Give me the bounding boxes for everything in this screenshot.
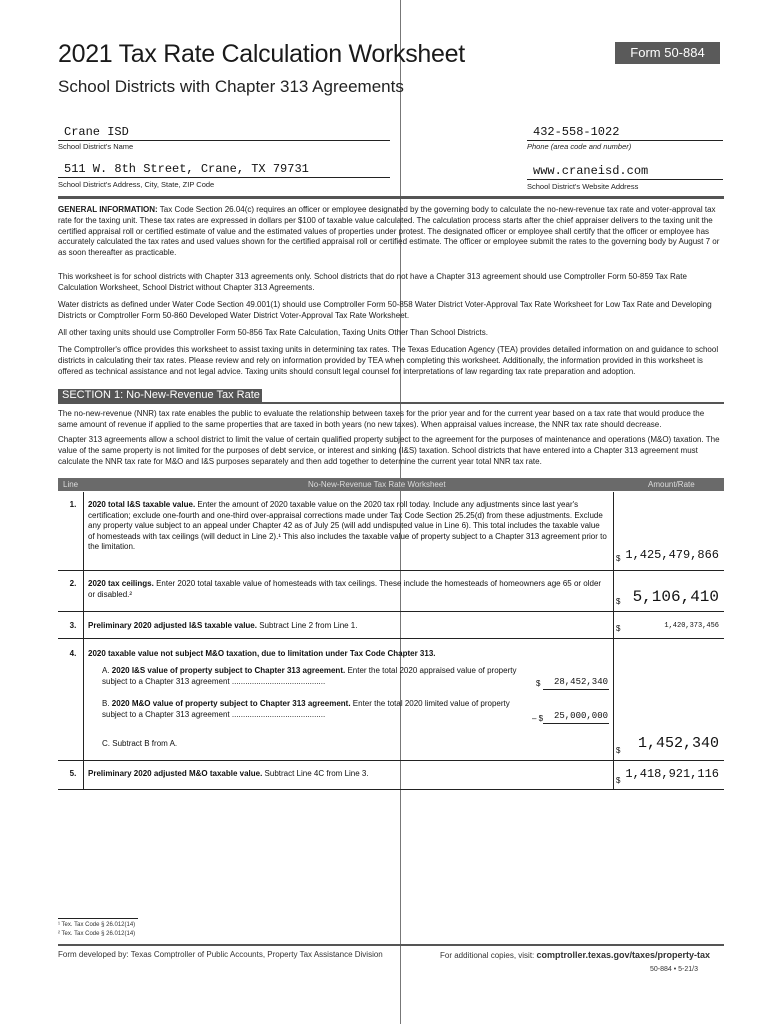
footer-form-code: 50-884 • 5-21/3 [650,966,698,973]
separator-bar [58,944,724,946]
footer-prefix: For additional copies, visit: [440,951,535,960]
general-lead: GENERAL INFORMATION: [58,205,158,214]
col-amount-header: Amount/Rate [648,480,695,489]
line-4c-amount[interactable]: 1,452,340 [637,735,719,752]
line-5-amount[interactable]: 1,418,921,116 [625,767,719,781]
address-label: School District's Address, City, State, ZIP Code [58,180,215,189]
line-number: 2. [69,579,77,588]
line-text [88,769,608,780]
line-3-amount[interactable]: 1,420,373,456 [664,622,719,630]
table-row [58,612,724,639]
footnote-2: ² Tex. Tax Code § 26.012(14) [58,931,136,937]
website-value[interactable]: www.craneisd.com [533,164,649,178]
table-row [58,639,724,761]
intro-paragraph-2: This worksheet is for school districts with Chapter 313 agreements only. School districts that do not have a Chapter 313 agreement should use Comptroller Form 50-859 Tax Rate Calculation Worksheet, School District without Chapter 313 Agreements. [58,272,687,292]
line-description: Subtract Line 2 from Line 1. [259,621,358,630]
line-text [88,649,608,660]
footnote-rule [58,918,138,919]
district-name-label: School District's Name [58,142,134,151]
underline [543,723,609,724]
line-number: 1. [69,500,77,509]
section-1-paragraph-1: The no-new-revenue (NNR) tax rate enables the public to evaluate the relationship between taxes for the prior year and for the current year based on a tax rate that would produce the same amount of revenue if applied to the same properties that are taxed in both years (no new taxes). When appraisal values increase, the NNR tax rate should decrease. [58,409,705,429]
column-divider [613,492,614,570]
form-number-badge: Form 50-884 [615,42,720,64]
sub-label: A. [102,666,110,675]
sub-description: Enter the total 2020 limited value of property subject to a Chapter 313 agreement [102,699,510,719]
general-text: Tax Code Section 26.04(c) requires an officer or employee designated by the governing body to calculate the no-new-revenue tax rate and voter-approval tax rate for the taxing unit. These tax rates are expressed in dollars per $100 of taxable value calculated. The calculation process starts after the chief appraiser delivers to the taxing unit the certified appraisal roll or certified estimate of value and the estimated values of properties under protest. The designated officer or employee shall certify that the officer or employee has accurately calculated the tax rates and used values shown for the certified appraisal roll or certified estimate. The officer or employee submit the rates to the governing body by August 7 or as soon thereafter as practicable. [58,205,720,258]
sub-lead: 2020 I&S value of property subject to Chapter 313 agreement. [111,666,346,675]
line-1-amount[interactable]: 1,425,479,866 [625,548,719,562]
general-information [58,205,723,259]
line-4b-amount[interactable]: 25,000,000 [553,711,608,721]
intro-paragraph-3: Water districts as defined under Water Code Section 49.001(1) should use Comptroller Form 50-858 Water District Voter-Approval Tax Rate Worksheet for Low Tax Rate and Developing Districts or Comptroller Form 50-860 Developed Water District Voter-Approval Tax Rate Worksheet. [58,300,712,320]
line-4c-text [102,739,177,750]
district-name-value[interactable]: Crane ISD [64,125,129,139]
col-worksheet-header: No-New-Revenue Tax Rate Worksheet [308,480,446,489]
line-lead: 2020 taxable value not subject M&O taxation, due to limitation under Tax Code Chapter 313. [88,649,436,658]
line-2-amount[interactable]: 5,106,410 [632,588,719,606]
line-4b-text: B. 2020 M&O value of property subject to Chapter 313 agreement. Enter the total 2020 limited value of property subject to a Chapter 313 agreement .......................................... [102,699,510,719]
separator-bar [58,402,724,404]
line-text [88,500,608,553]
footnote-1: ¹ Tex. Tax Code § 26.012(14) [58,922,136,928]
footer-url[interactable]: comptroller.texas.gov/taxes/property-tax [536,950,711,960]
dollar-sign: $ [616,554,621,563]
line-description: Enter 2020 total taxable value of homesteads with tax ceilings. These include the homesteads of homeowners age 65 or older or disabled.² [88,579,602,599]
page-title: 2021 Tax Rate Calculation Worksheet [58,40,465,68]
line-description: Subtract Line 4C from Line 3. [264,769,369,778]
footer-credit: Form developed by: Texas Comptroller of Public Accounts, Property Tax Assistance Division [58,950,383,959]
column-divider [613,612,614,638]
line-description: Enter the amount of 2020 taxable value on the 2020 tax roll today. Include any adjustments since last year's certification; exclude one-fourth and one-third over-appraisal corrections made under Tax Code Section 25.25(d) from these adjustments. Exclude any property value subject to an appeal under Chapter 42 as of July 25 (will add undisputed value in Line 6). This total includes the taxable value of homesteads with tax ceilings (will deduct in Line 2).¹ This also includes the taxable value of property subject to a Chapter 313 agreement prior to the limitation. [88,500,607,551]
sub-label: C. [102,739,110,748]
line-lead: 2020 tax ceilings. [88,579,154,588]
section-1-paragraph-2: Chapter 313 agreements allow a school district to limit the value of certain qualified property subject to the agreement for the purposes of maintenance and operations (M&O) taxation. The value of the same property is not limited for the purposes of debt service, or interest and sinking (I&S) taxation. School districts that have entered into a Chapter 313 agreement must calculate the NNR tax rate for M&O and I&S purposes separately and then add together to determine the current year total NNR tax rate. [58,435,720,466]
intro-paragraph-5: The Comptroller's office provides this worksheet to assist taxing units in determining tax rates. The Texas Education Agency (TEA) provides detailed information on and guidance to school districts in calculating their tax rates. Please review and rely on information provided by TEA when completing this worksheet. Additionally, the information provided in this worksheet is offered as technical assistance and not legal advice. Taxing units should consult legal counsel for interpretations of law regarding tax rate preparation and adoption. [58,345,719,376]
divider [527,140,723,141]
underline [543,689,609,690]
line-lead: 2020 total I&S taxable value. [88,500,196,509]
address-value[interactable]: 511 W. 8th Street, Crane, TX 79731 [64,162,309,176]
divider [58,177,390,178]
divider [58,140,390,141]
table-header [58,478,724,491]
dollar-sign: $ [616,597,621,606]
phone-label: Phone (area code and number) [527,142,632,151]
line-number: 4. [69,649,77,658]
table-row [58,571,724,612]
line-4a-text: A. 2020 I&S value of property subject to Chapter 313 agreement. Enter the total 2020 appraised value of property subject to a Chapter 313 agreement .......................................... [102,666,517,686]
intro-paragraph-4: All other taxing units should use Comptroller Form 50-856 Tax Rate Calculation, Taxing Units Other Than School Districts. [58,328,488,337]
dollar-sign: $ [616,624,621,633]
column-divider [613,639,614,760]
table-row [58,492,724,571]
dollar-sign: – $ [532,714,544,723]
sub-label: B. [102,699,110,708]
line-lead: Preliminary 2020 adjusted M&O taxable value. [88,769,263,778]
divider [527,179,723,180]
table-row [58,761,724,790]
dollar-sign: $ [536,679,541,688]
column-divider [613,571,614,611]
column-divider [613,761,614,789]
sub-lead: 2020 M&O value of property subject to Chapter 313 agreement. [111,699,351,708]
sub-description: Enter the total 2020 appraised value of property subject to a Chapter 313 agreement [102,666,517,686]
section-1-heading: SECTION 1: No-New-Revenue Tax Rate [58,389,262,402]
separator-bar [58,196,724,199]
dollar-sign: $ [616,746,621,755]
dollar-sign: $ [616,776,621,785]
line-4a-amount[interactable]: 28,452,340 [553,677,608,687]
col-line-header: Line [63,480,79,489]
website-label: School District's Website Address [527,182,639,191]
line-text [88,579,608,600]
line-text [88,621,608,632]
column-divider [83,571,84,611]
line-lead: Preliminary 2020 adjusted I&S taxable value. [88,621,257,630]
page-subtitle: School Districts with Chapter 313 Agreements [58,77,404,96]
line-number: 5. [69,769,77,778]
phone-value[interactable]: 432-558-1022 [533,125,620,139]
footer-copies-text [440,950,710,960]
line-number: 3. [69,621,77,630]
sub-description: Subtract B from A. [112,739,178,748]
